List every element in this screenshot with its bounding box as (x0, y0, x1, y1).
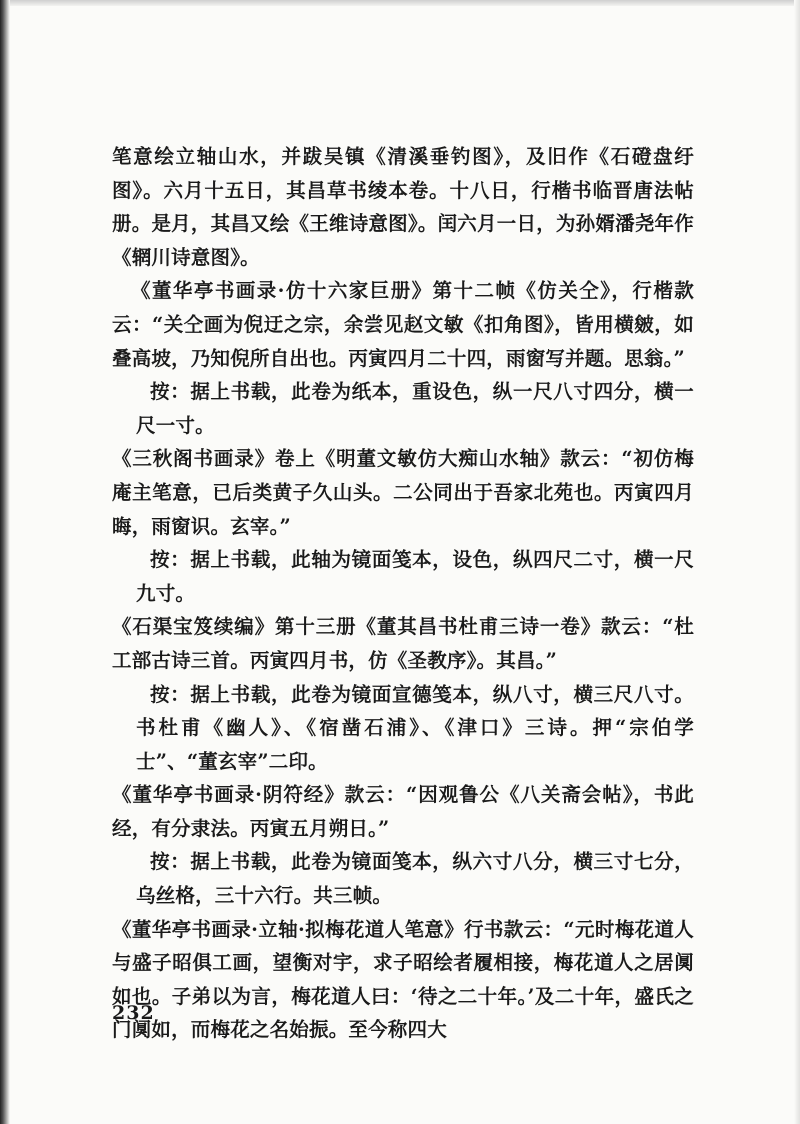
note-paragraph: 按：据上书载，此卷为镜面笺本，纵六寸八分，横三寸七分，乌丝格，三十六行。共三帧。 (136, 850, 694, 908)
note-paragraph: 按：据上书载，此卷为镜面宣德笺本，纵八寸，横三尺八寸。书杜甫《幽人》、《宿凿石浦》、《津口》三诗。押“宗伯学士”、“董玄宰”二印。 (136, 682, 694, 773)
paragraph-meihua-daoren: 《董华亭书画录·立轴·拟梅花道人笔意》行书款云：“元时梅花道人与盛子昭俱工画，望衡对宇，求子昭绘者履相接，梅花道人之居阒如也。子弟以为言，梅花道人曰：‘待之二十年。’及二十年，盛氏之门阒如，而梅花之名始振。至今称四大 (112, 917, 694, 1042)
note-paragraph: 按：据上书载，此轴为镜面笺本，设色，纵四尺二寸，横一尺九寸。 (136, 548, 694, 605)
note-paragraph: 按：据上书载，此卷为纸本，重设色，纵一尺八寸四分，横一尺一寸。 (136, 380, 694, 437)
scan-top-edge (0, 0, 800, 6)
paragraph-yinfu-jing: 《董华亭书画录·阴符经》款云：“因观鲁公《八关斋会帖》，书此经，有分隶法。丙寅五月朔日。” (112, 783, 694, 840)
paragraph-sanqiuge: 《三秋阁书画录》卷上《明董文敏仿大痴山水轴》款云：“初仿梅庵主笔意，已后类黄子久山头。二公同出于吾家北苑也。丙寅四月晦，雨窗识。玄宰。” (112, 447, 694, 538)
paragraph-huating-sixteen-masters: 《董华亭书画录·仿十六家巨册》第十二帧《仿关仝》，行楷款云：“关仝画为倪迂之宗，余尝见赵文敏《扣角图》，皆用横皴，如叠高坡，乃知倪所自出也。丙寅四月二十四，雨窗写并题。思翁。” (112, 279, 694, 370)
paragraph-continuation: 笔意绘立轴山水，并跋吴镇《清溪垂钓图》，及旧作《石磴盘纡图》。六月十五日，其昌草书绫本卷。十八日，行楷书临晋唐法帖册。是月，其昌又绘《王维诗意图》。闰六月一日，为孙婿潘尧年作《辋川诗意图》。 (112, 145, 694, 269)
scan-left-edge (0, 0, 10, 1124)
scan-right-edge (794, 0, 800, 1124)
page-number: 232 (112, 1002, 155, 1024)
body-text (112, 140, 694, 1047)
paragraph-shiqu-baoji: 《石渠宝笈续编》第十三册《董其昌书杜甫三诗一卷》款云：“杜工部古诗三首。丙寅四月书，仿《圣教序》。其昌。” (112, 615, 694, 672)
